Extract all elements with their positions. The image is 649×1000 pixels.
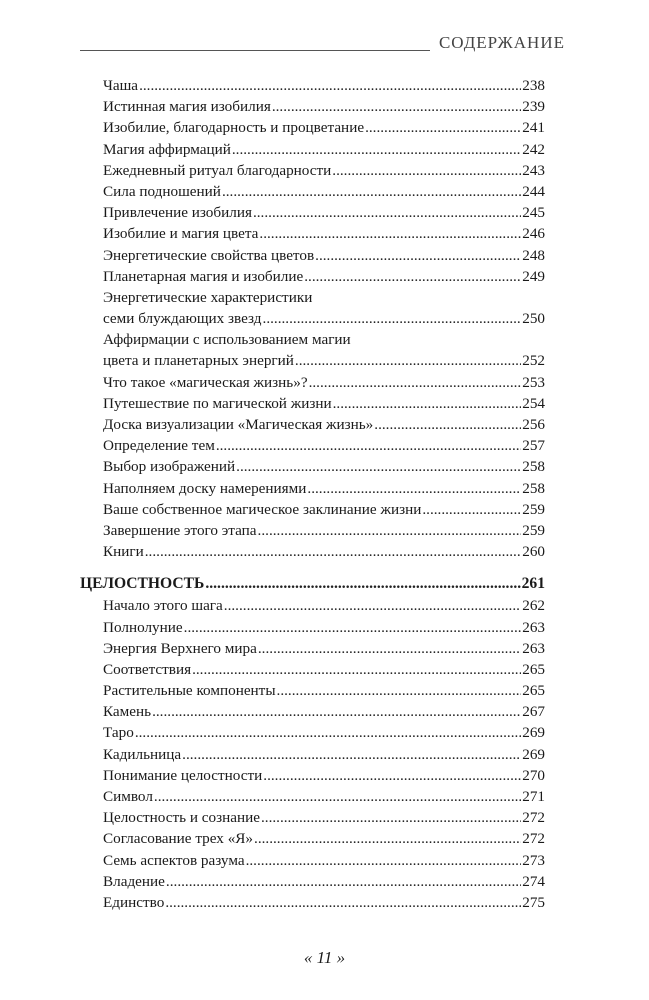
toc-entry-title: Энергетические свойства цветов [103, 246, 315, 264]
toc-entry-page: 248 [522, 246, 545, 264]
toc-entry-title: Книги [103, 543, 144, 561]
toc-entry-title: Начало этого шага [103, 597, 223, 615]
toc-entry-title: Символ [103, 788, 153, 805]
toc-entry [80, 350, 545, 371]
toc-entry-page: 238 [522, 77, 545, 94]
leader-dots [258, 638, 521, 659]
leader-dots [272, 96, 521, 117]
toc-entry [80, 245, 545, 266]
leader-dots [422, 499, 521, 520]
toc-entry-title: Ежедневный ритуал благодарности [103, 161, 332, 179]
toc-entry-page: 259 [522, 521, 545, 539]
toc-entry-page: 241 [522, 119, 545, 137]
toc-entry [80, 892, 545, 913]
toc-entry [80, 308, 545, 329]
toc-entry-page: 244 [522, 182, 545, 200]
toc-entry-title: Привлечение изобилия [103, 204, 252, 222]
toc-entry-affirmations [80, 329, 545, 371]
toc-entry-page: 272 [522, 830, 545, 848]
leader-dots [277, 680, 522, 701]
toc-entry [80, 722, 545, 743]
leader-dots [192, 659, 521, 680]
toc-entry-title: Камень [103, 703, 152, 721]
toc-entry [80, 414, 545, 435]
toc-entry-page: 275 [522, 893, 545, 911]
toc-entry-title: семи блуждающих звезд [103, 310, 262, 328]
leader-dots [166, 871, 521, 892]
toc-entry-title: Растительные компоненты [103, 682, 276, 700]
toc-entry-title: Доска визуализации «Магическая жизнь» [103, 416, 374, 433]
toc-entry [80, 96, 545, 117]
toc-entry [80, 139, 545, 160]
toc-entry-page: 262 [522, 597, 545, 615]
toc-entry [80, 223, 545, 244]
toc-entry-title: Соответствия [103, 660, 192, 678]
toc-entry-title: Целостность и сознание [103, 809, 260, 827]
leader-dots [182, 744, 521, 765]
header-rule [80, 50, 430, 51]
section-title: ЦЕЛОСТНОСТЬ [80, 575, 205, 593]
leader-dots [365, 117, 521, 138]
toc-entry-page: 265 [522, 682, 545, 700]
toc-entry-page: 265 [522, 660, 545, 678]
toc-entry-page: 269 [522, 745, 545, 763]
toc-entry-page: 273 [522, 851, 545, 869]
toc-entry-title: Чаша [103, 77, 139, 94]
toc-entry-title: Наполняем доску намерениями [103, 479, 307, 497]
toc-entry-page: 256 [522, 416, 545, 433]
toc-entry-title: Планетарная магия и изобилие [103, 267, 304, 285]
toc-entry [80, 828, 545, 849]
toc-entry-title: Определение тем [103, 437, 215, 455]
toc-entry [80, 659, 545, 680]
toc-entry-page: 267 [522, 703, 545, 721]
toc-entry-title: Сила подношений [103, 182, 221, 200]
toc-entry-page: 242 [522, 140, 545, 158]
toc-entry [80, 75, 545, 96]
toc-entry [80, 850, 545, 871]
page-number: « 11 » [303, 948, 346, 967]
leader-dots [258, 520, 522, 541]
toc-entry-title: Согласование трех «Я» [103, 830, 254, 848]
toc-entry-title: Истинная магия изобилия [103, 98, 271, 116]
toc-entry [80, 595, 545, 616]
toc-entry [80, 541, 545, 562]
toc-entry-title: Понимание целостности [103, 766, 263, 784]
leader-dots [307, 478, 521, 499]
toc-entry-title: Изобилие и магия цвета [103, 225, 259, 243]
toc-entry-page: 252 [522, 352, 545, 370]
toc-entry-title: Единство [103, 893, 165, 911]
toc-entry-page: 245 [522, 204, 545, 222]
toc-entry-title: Кадильница [103, 745, 182, 763]
toc-entry-page: 274 [522, 872, 545, 890]
toc-entry-page: 239 [522, 98, 545, 116]
toc-entry [80, 871, 545, 892]
toc-entry [80, 786, 545, 807]
toc-entry [80, 617, 545, 638]
leader-dots [332, 160, 521, 181]
leader-dots [253, 202, 521, 223]
toc-entry [80, 181, 545, 202]
toc-group-wholeness [80, 595, 545, 913]
toc-entry [80, 765, 545, 786]
toc-section-heading [80, 572, 545, 595]
toc-entry-title: Магия аффирмаций [103, 140, 231, 158]
toc-group-abundance [80, 75, 545, 287]
toc-entry-title: Семь аспектов разума [103, 851, 245, 869]
toc-entry-page: 254 [522, 394, 545, 412]
toc-entry-page: 270 [522, 766, 545, 784]
toc-entry [80, 266, 545, 287]
running-header [80, 33, 565, 53]
leader-dots [315, 245, 521, 266]
toc-entry [80, 701, 545, 722]
toc-entry-title: Владение [103, 872, 165, 890]
toc-entry [80, 807, 545, 828]
toc-entry-page: 263 [522, 639, 545, 657]
header-title: СОДЕРЖАНИЕ [438, 33, 565, 52]
toc-entry [80, 744, 545, 765]
leader-dots [165, 892, 521, 913]
toc-entry [80, 372, 545, 393]
toc-entry-page: 250 [522, 310, 545, 328]
toc-entry-page: 259 [522, 500, 545, 518]
toc-entry-page: 260 [522, 543, 545, 561]
toc-group-magic-life [80, 372, 545, 563]
toc-entry-page: 243 [522, 161, 545, 179]
toc-entry-page: 257 [522, 437, 545, 455]
toc-entry [80, 160, 545, 181]
section-page: 261 [521, 575, 545, 593]
leader-dots [246, 850, 522, 871]
toc-entry-title: Что такое «магическая жизнь»? [103, 373, 308, 391]
leader-dots [254, 828, 521, 849]
leader-dots [139, 75, 521, 96]
leader-dots [184, 617, 522, 638]
leader-dots [152, 701, 521, 722]
leader-dots [135, 722, 521, 743]
leader-dots [309, 372, 522, 393]
toc-entry [80, 520, 545, 541]
toc-entry-page: 246 [522, 225, 545, 243]
leader-dots [222, 181, 521, 202]
toc-entry [80, 117, 545, 138]
leader-dots [236, 456, 521, 477]
toc-entry-page: 269 [522, 724, 545, 742]
leader-dots [259, 223, 521, 244]
toc-entry-title: Завершение этого этапа [103, 521, 257, 539]
leader-dots [333, 393, 522, 414]
toc-entry [80, 478, 545, 499]
leader-dots [263, 308, 522, 329]
toc-entry-title-line1: Аффирмации с использованием магии [103, 331, 351, 349]
toc-entry [80, 393, 545, 414]
toc-entry-title: Путешествие по магической жизни [103, 394, 332, 412]
toc-entry-page: 249 [522, 267, 545, 285]
toc-entry [80, 638, 545, 659]
leader-dots [232, 139, 521, 160]
toc-entry [80, 499, 545, 520]
table-of-contents [80, 75, 545, 913]
toc-entry-title: Ваше собственное магическое заклинание жизни [103, 500, 422, 518]
toc-entry-title: Таро [103, 724, 134, 742]
leader-dots [263, 765, 521, 786]
leader-dots [145, 541, 521, 562]
toc-entry-page: 253 [522, 373, 545, 391]
toc-entry [80, 456, 545, 477]
toc-entry-title: Выбор изображений [103, 458, 236, 476]
toc-entry-page: 263 [522, 618, 545, 636]
leader-dots [304, 266, 521, 287]
toc-entry-title-line1: Энергетические характеристики [103, 288, 313, 306]
leader-dots [295, 350, 521, 371]
leader-dots [216, 435, 521, 456]
toc-entry-page: 272 [522, 809, 545, 827]
leader-dots [205, 572, 520, 595]
toc-entry-page: 258 [522, 458, 545, 476]
toc-entry-energy [80, 287, 545, 329]
toc-entry [80, 680, 545, 701]
toc-entry-page: 271 [522, 788, 545, 805]
toc-entry-title: Полнолуние [103, 618, 183, 636]
leader-dots [154, 786, 521, 807]
leader-dots [374, 414, 521, 435]
toc-entry [80, 435, 545, 456]
toc-entry [80, 202, 545, 223]
toc-entry-title: Изобилие, благодарность и процветание [103, 119, 365, 137]
leader-dots [261, 807, 521, 828]
toc-entry-title: цвета и планетарных энергий [103, 352, 294, 370]
toc-entry-page: 258 [522, 479, 545, 497]
toc-entry-title: Энергия Верхнего мира [103, 639, 257, 657]
leader-dots [224, 595, 521, 616]
